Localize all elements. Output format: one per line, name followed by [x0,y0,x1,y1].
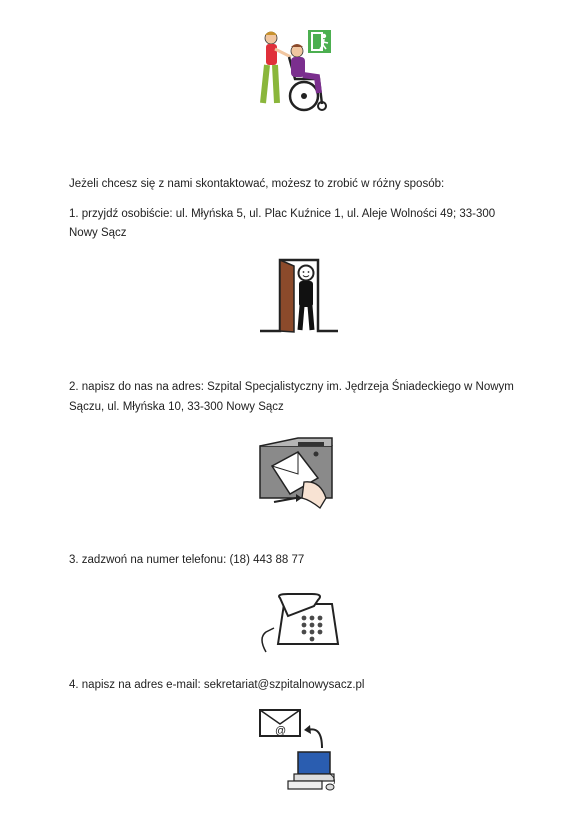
item-2-line-2: Sączu, ul. Młyńska 10, 33-300 Nowy Sącz [69,401,284,413]
intro-text: Jeżeli chcesz się z nami skontaktować, możesz to zrobić w różny sposób: [69,178,445,190]
email-computer-icon [258,708,344,792]
item-3-line-1: 3. zadzwoń na numer telefonu: (18) 443 88 77 [69,554,305,566]
item-1-line-2: Nowy Sącz [69,227,127,239]
telephone-icon [258,592,340,654]
wheelchair-exit-pictogram [255,27,335,113]
door-person-icon [260,256,340,334]
at-symbol: @ [275,725,287,737]
item-1-line-1: 1. przyjdź osobiście: ul. Młyńska 5, ul. Plac Kuźnice 1, ul. Aleje Wolności 49; 33-300 [69,208,496,220]
item-4-line-1: 4. napisz na adres e-mail: sekretariat@szpitalnowysacz.pl [69,679,365,691]
mailbox-letter-icon [258,436,334,512]
item-2-line-1: 2. napisz do nas na adres: Szpital Specjalistyczny im. Jędrzeja Śniadeckiego w Nowym [69,381,514,393]
